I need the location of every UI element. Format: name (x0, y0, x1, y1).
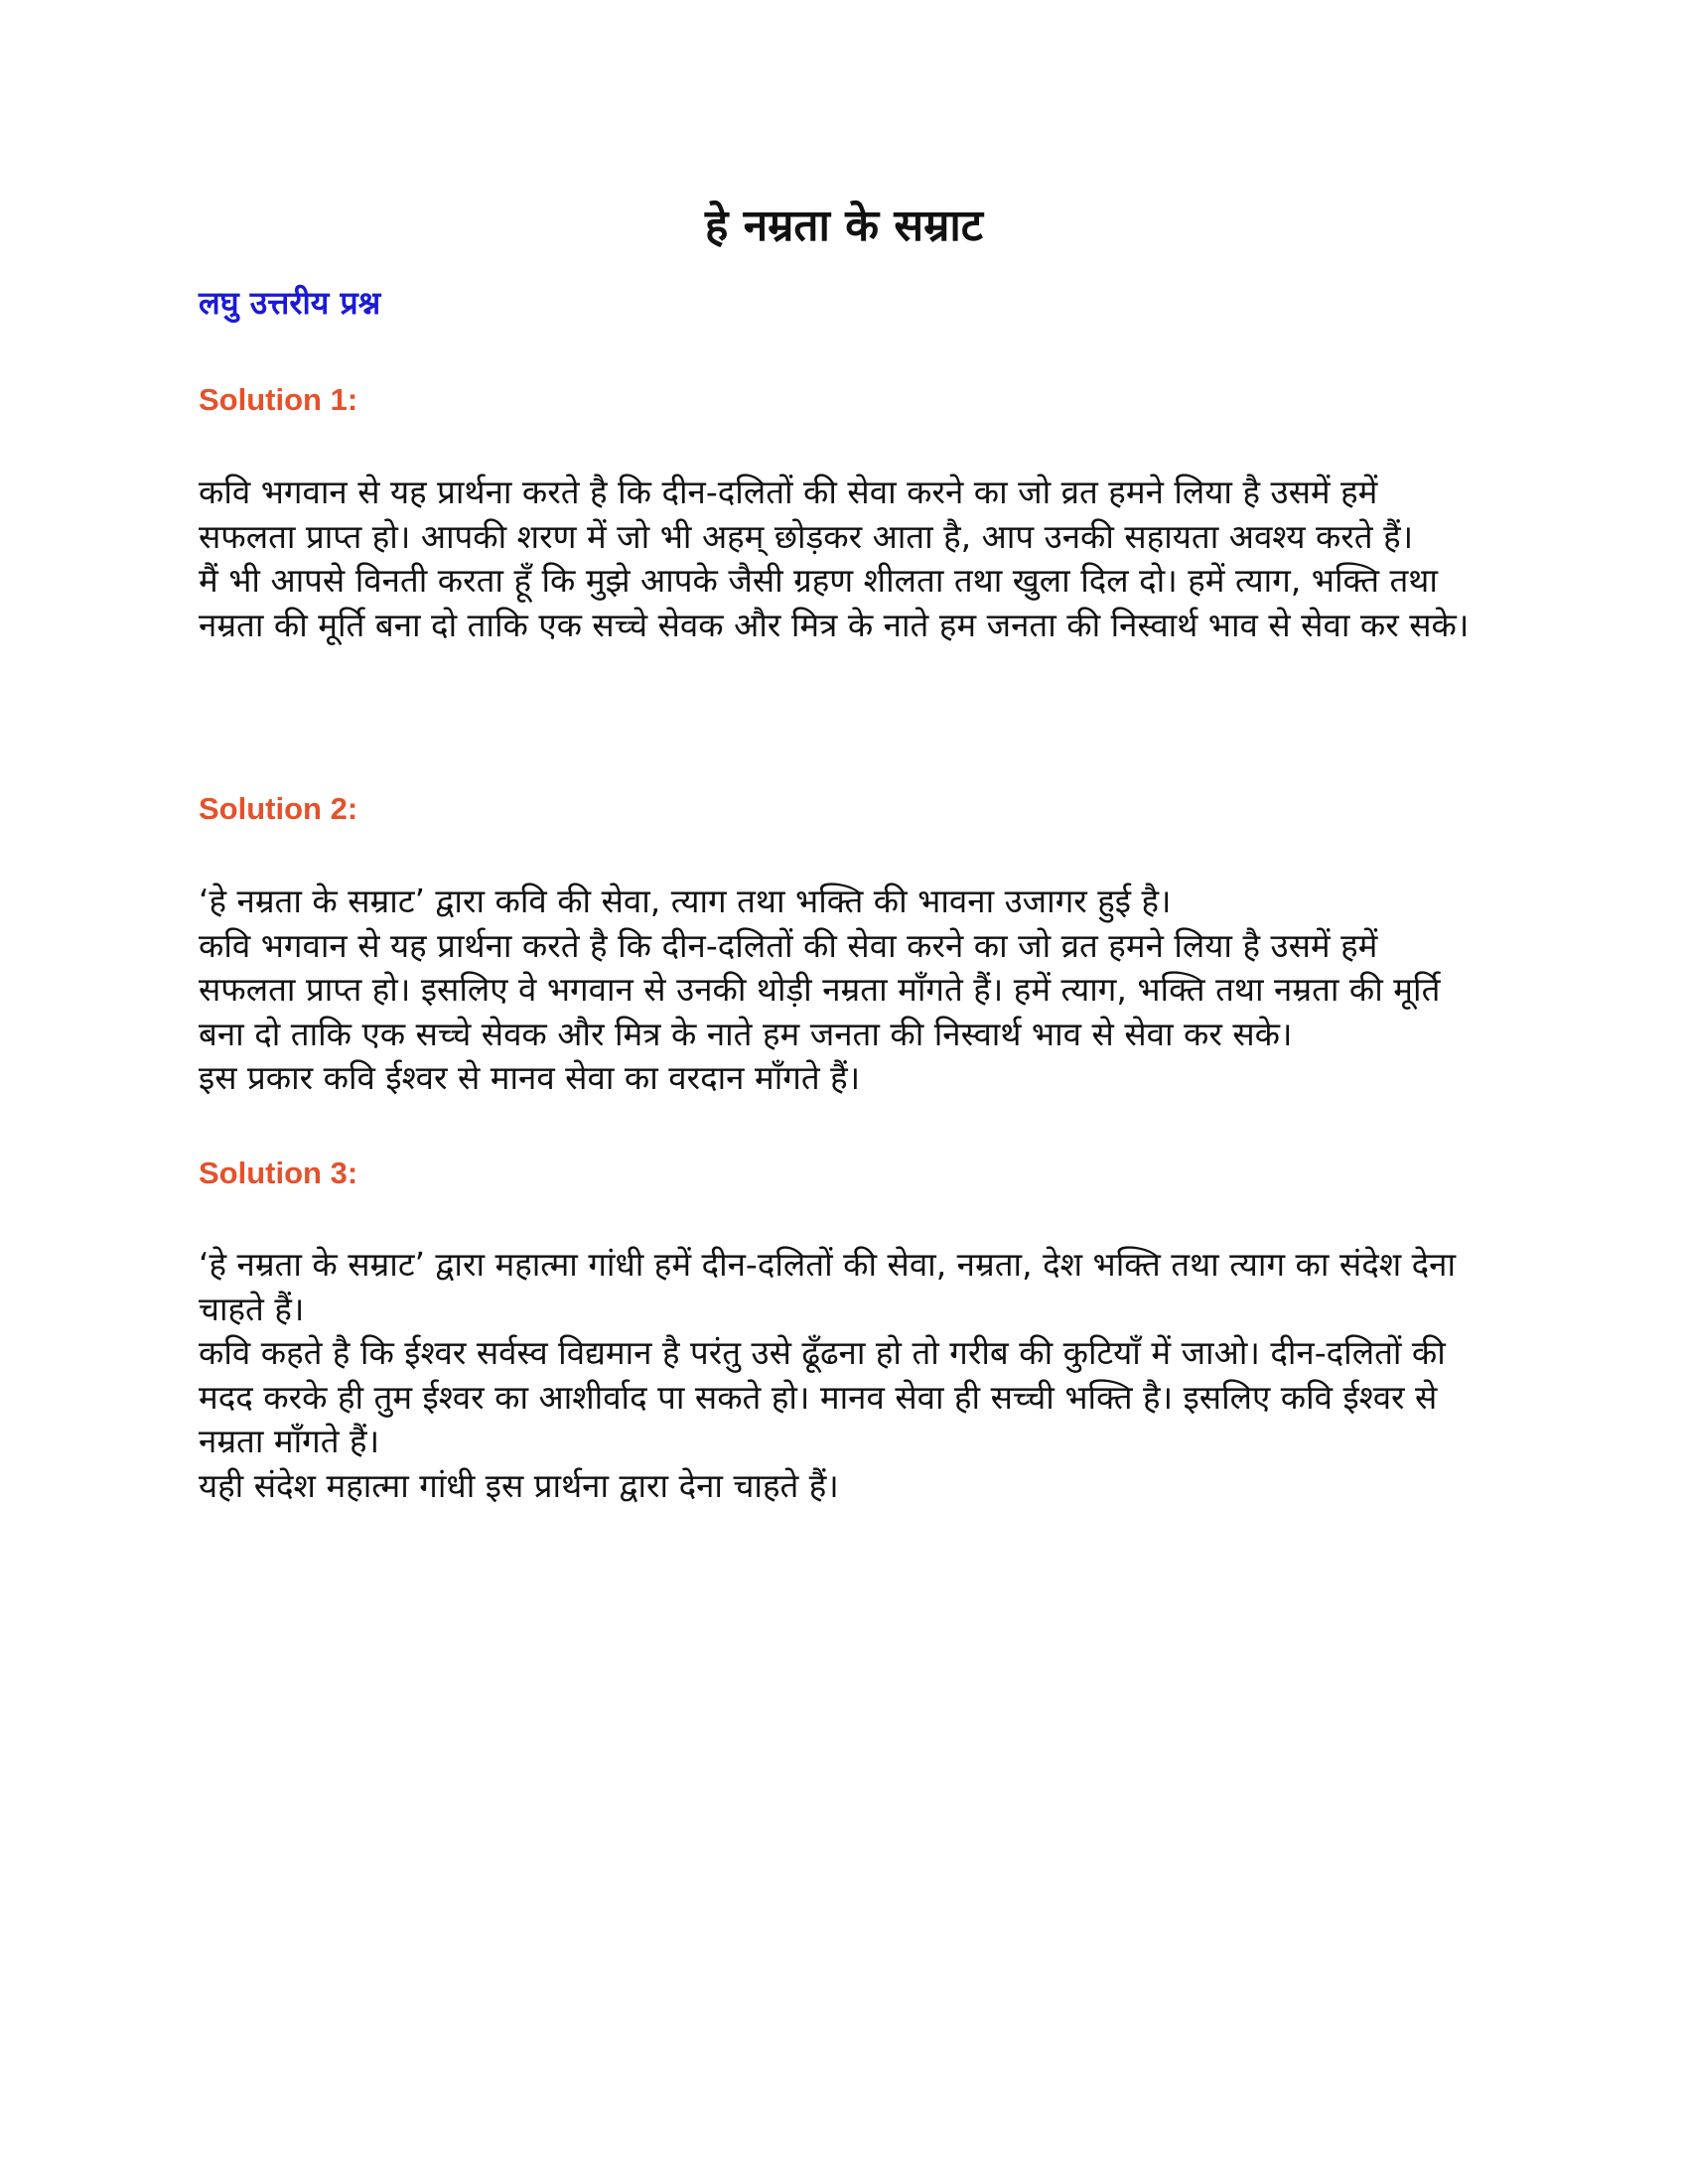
solution-2-paragraph-2: कवि भगवान से यह प्रार्थना करते है कि दीन-दलितों की सेवा करने का जो व्रत हमने लिया है उसमें हमें सफलता प्राप्त हो। इसलिए वे भगवान से उनकी थोड़ी नम्रता माँगते हैं। हमें त्याग, भक्ति तथा नम्रता की मूर्ति बना दो ताकि एक सच्चे सेवक और मित्र के नाते हम जनता की निस्वार्थ भाव से सेवा कर सके। (199, 925, 1441, 1053)
solution-1-label: Solution 1: (199, 382, 358, 417)
solution-1-answer (199, 471, 1479, 647)
document-title: हे नम्रता के सम्राट (705, 201, 983, 251)
solution-3-paragraph-2: कवि कहते है कि ईश्वर सर्वस्व विद्यमान है परंतु उसे ढूँढना हो तो गरीब की कुटियाँ में जाओ। दीन-दलितों की मदद करके ही तुम ईश्वर का आशीर्वाद पा सकते हो। मानव सेवा ही सच्ची भक्ति है। इसलिए कवि ईश्वर से नम्रता माँगते हैं। (199, 1333, 1446, 1460)
solution-3-label: Solution 3: (199, 1156, 358, 1190)
solution-1-paragraph-1: कवि भगवान से यह प्रार्थना करते है कि दीन-दलितों की सेवा करने का जो व्रत हमने लिया है उसमें हमें सफलता प्राप्त हो। आपकी शरण में जो भी अहम् छोड़कर आता है, आप उनकी सहायता अवश्य करते हैं। (199, 473, 1414, 556)
solution-1-paragraph-2: मैं भी आपसे विनती करता हूँ कि मुझे आपके जैसी ग्रहण शीलता तथा खुला दिल दो। हमें त्याग, भक्ति तथा नम्रता की मूर्ति बना दो ताकि एक सच्चे सेवक और मित्र के नाते हम जनता की निस्वार्थ भाव से सेवा कर सके। (199, 561, 1470, 644)
solution-3-paragraph-3: यही संदेश महात्मा गांधी इस प्रार्थना द्वारा देना चाहते हैं। (199, 1465, 839, 1505)
section-heading: लघु उत्तरीय प्रश्न (199, 284, 381, 322)
solution-3-answer (199, 1243, 1479, 1508)
solution-3-paragraph-1: ‘हे नम्रता के सम्राट’ द्वारा महात्मा गांधी हमें दीन-दलितों की सेवा, नम्रता, देश भक्ति तथा त्याग का संदेश देना चाहते हैं। (199, 1245, 1457, 1328)
solution-2-answer (199, 880, 1479, 1101)
solution-2-paragraph-3: इस प्रकार कवि ईश्वर से मानव सेवा का वरदान माँगते हैं। (199, 1058, 861, 1097)
solution-2-label: Solution 2: (199, 791, 358, 826)
solution-2-paragraph-1: ‘हे नम्रता के सम्राट’ द्वारा कवि की सेवा, त्याग तथा भक्ति की भावना उजागर हुई है। (199, 882, 1172, 920)
